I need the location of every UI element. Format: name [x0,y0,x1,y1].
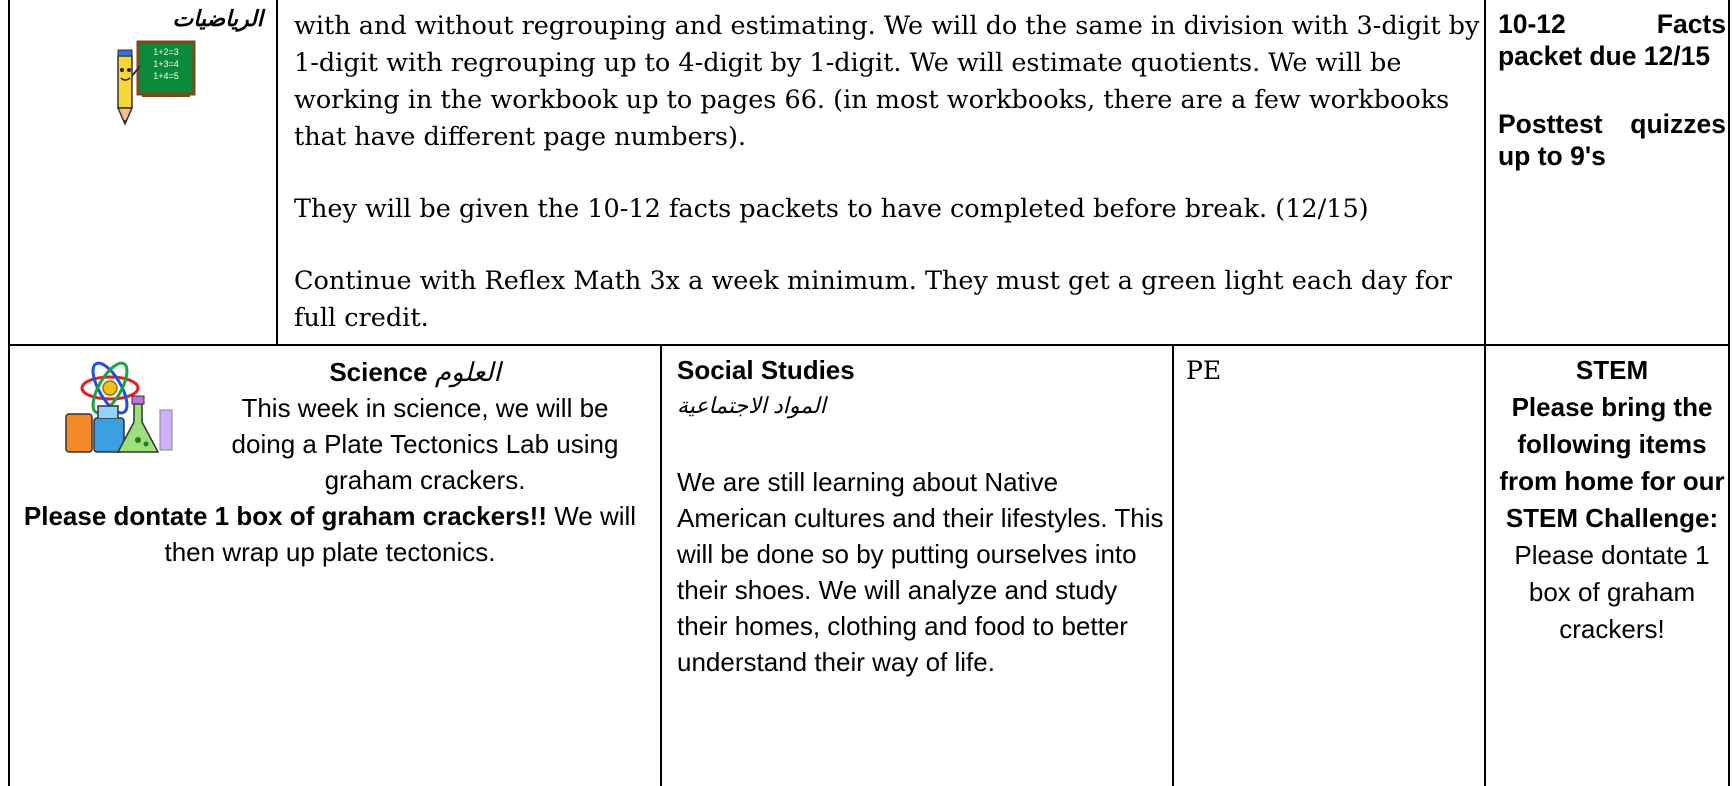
science-col-divider [660,345,662,786]
posttest-note: Posttest quizzes up to 9's [1498,109,1726,171]
side-col-divider [1484,0,1486,786]
science-donation [10,498,650,570]
science-wrap-up: We will then wrap up plate tectonics. [164,501,637,567]
science-donation-request: Please dontate 1 box of graham crackers!! [23,501,547,531]
social-studies-title: Social Studies [677,355,855,385]
science-description: This week in science, we will be doing a Plate Tectonics Lab using graham crackers. [231,393,619,495]
pe-cell: PE [1186,356,1222,385]
stem-donation: Please dontate 1 box of graham crackers! [1514,540,1710,644]
math-paragraph-2: They will be given the 10-12 facts packets to have completed before break. (12/15) [294,194,1369,224]
math-col-divider [276,0,278,345]
social-col-divider [1172,345,1174,786]
science-title-arabic: العلوم [434,357,501,387]
row-divider [8,344,1730,346]
stem-title: STEM [1575,355,1649,385]
science-title: Science [329,357,428,387]
stem-request: Please bring the following items from home for our STEM Challenge: [1499,392,1725,533]
social-studies-cell [677,352,1169,680]
board-line-2: 1+3=4 [153,59,179,69]
table-border-right [1728,0,1730,786]
science-heading [10,354,650,390]
social-studies-title-arabic: المواد الاجتماعية [677,393,826,418]
facts-packet-note: 10-12 Facts packet due 12/15 [1498,9,1726,71]
math-description [294,8,1484,337]
social-studies-description: We are still learning about Native American cultures and their lifestyles. This will be done so by putting ourselves into their shoes. We will analyze and study their homes, clothing and food to better understand their way of life. [677,467,1164,677]
math-paragraph-1: with and without regrouping and estimating. We will do the same in division with 3-digit by 1-digit with regrouping up to 4-digit by 1-digit. We will estimate quotients. We will be working in the workbook up to pages 66. (in most workbooks, there are a few workbooks that have different page numbers). [294,11,1480,152]
board-line-1: 1+2=3 [153,47,179,57]
pencil-chalkboard-icon [104,36,208,132]
board-line-3: 1+4=5 [153,71,179,81]
math-side-notes [1498,8,1726,208]
math-subject-label: الرياضيات [172,6,263,31]
science-cell [10,354,650,570]
math-paragraph-3: Continue with Reflex Math 3x a week minimum. They must get a green light each day for full credit. [294,266,1452,333]
stem-cell [1498,352,1726,648]
